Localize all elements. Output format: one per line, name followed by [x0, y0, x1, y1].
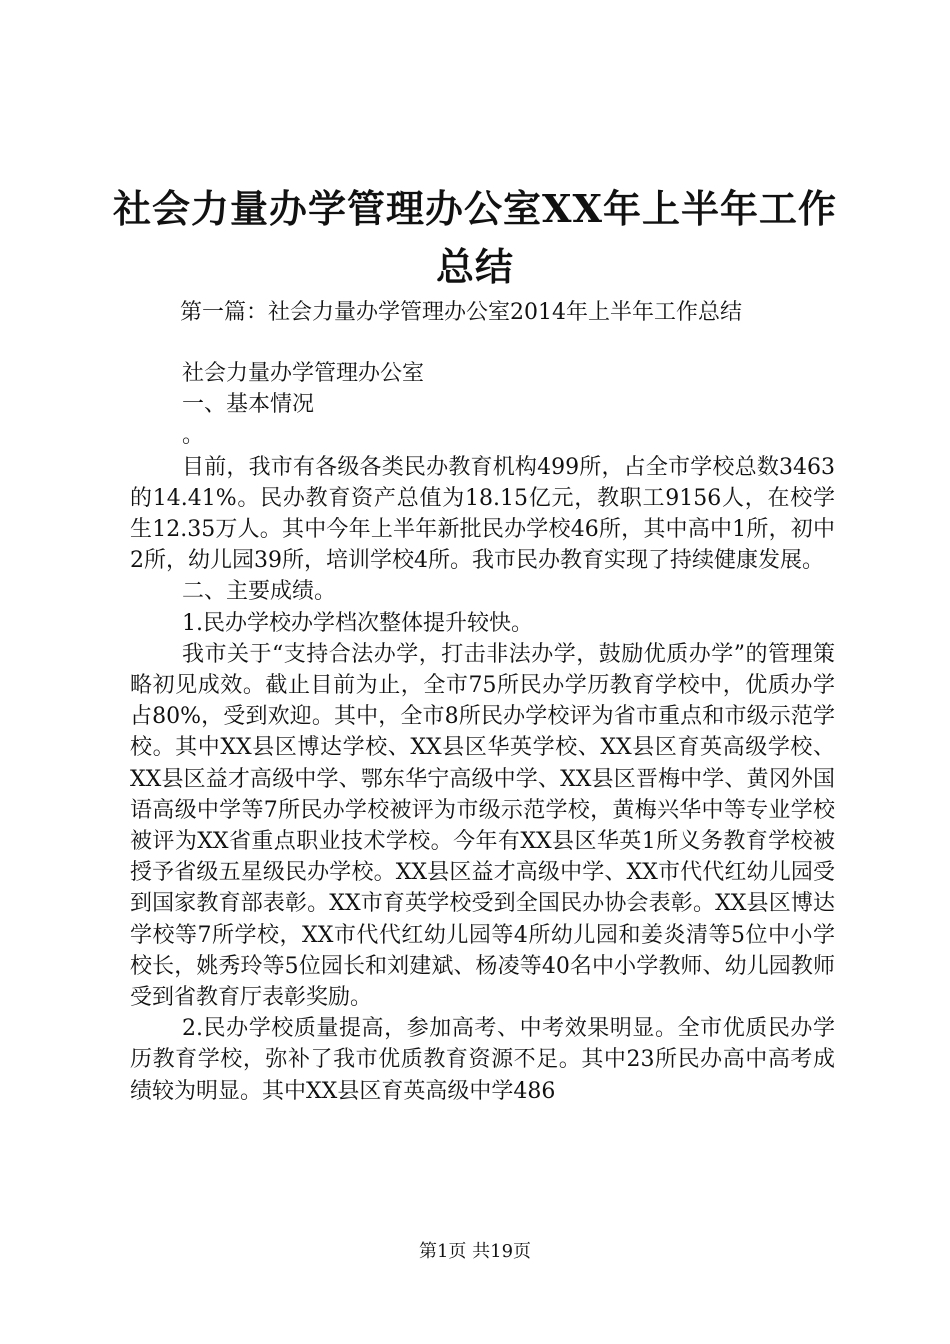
- paragraph: 2.民办学校质量提高，参加高考、中考效果明显。全市优质民办学历教育学校，弥补了我市优质教育资源不足。其中23所民办高中高考成绩较为明显。其中XX县区育英高级中学486: [130, 1016, 835, 1104]
- section-heading: 一、基本情况: [182, 392, 315, 418]
- sub-heading: 1.民办学校办学档次整体提升较快。: [182, 610, 533, 636]
- paragraph: 社会力量办学管理办公室: [182, 361, 425, 386]
- document-subtitle: 第一篇：社会力量办学管理办公室2014年上半年工作总结: [180, 300, 742, 325]
- paragraph: 目前，我市有各级各类民办教育机构499所，占全市学校总数3463的14.41%。民办教育资产总值为18.15亿元，教职工9156人，在校学生12.35万人。其中今年上半年新批民办学校46所，其中高中1所，初中2所，幼儿园39所，培训学校4所。我市民办教育实现了持续健康发展。: [130, 454, 835, 574]
- paragraph: 。: [182, 423, 205, 449]
- document-title: 社会力量办学管理办公室XX年上半年工作总结: [113, 186, 837, 289]
- document-body: [130, 358, 835, 1107]
- paragraph: 我市关于“支持合法办学，打击非法办学，鼓励优质办学”的管理策略初见成效。截止目前为止，全市75所民办学历教育学校中，优质办学占80%，受到欢迎。其中，全市8所民办学校评为省市重点和市级示范学校。其中XX县区博达学校、XX县区华英学校、XX县区育英高级学校、XX县区益才高级中学、鄂东华宁高级中学、XX县区晋梅中学、黄冈外国语高级中学等7所民办学校被评为市级示范学校，黄梅兴华中等专业学校被评为XX省重点职业技术学校。今年有XX县区华英1所义务教育学校被授予省级五星级民办学校。XX县区益才高级中学、XX市代代红幼儿园受到国家教育部表彰。XX市育英学校受到全国民办协会表彰。XX县区博达学校等7所学校，XX市代代红幼儿园等4所幼儿园和姜炎清等5位中小学校长，姚秀玲等5位园长和刘建斌、杨凌等40名中小学教师、幼儿园教师受到省教育厅表彰奖励。: [130, 641, 835, 1011]
- page-number: 第1页 共19页: [418, 1241, 532, 1262]
- section-heading: 二、主要成绩。: [182, 579, 337, 605]
